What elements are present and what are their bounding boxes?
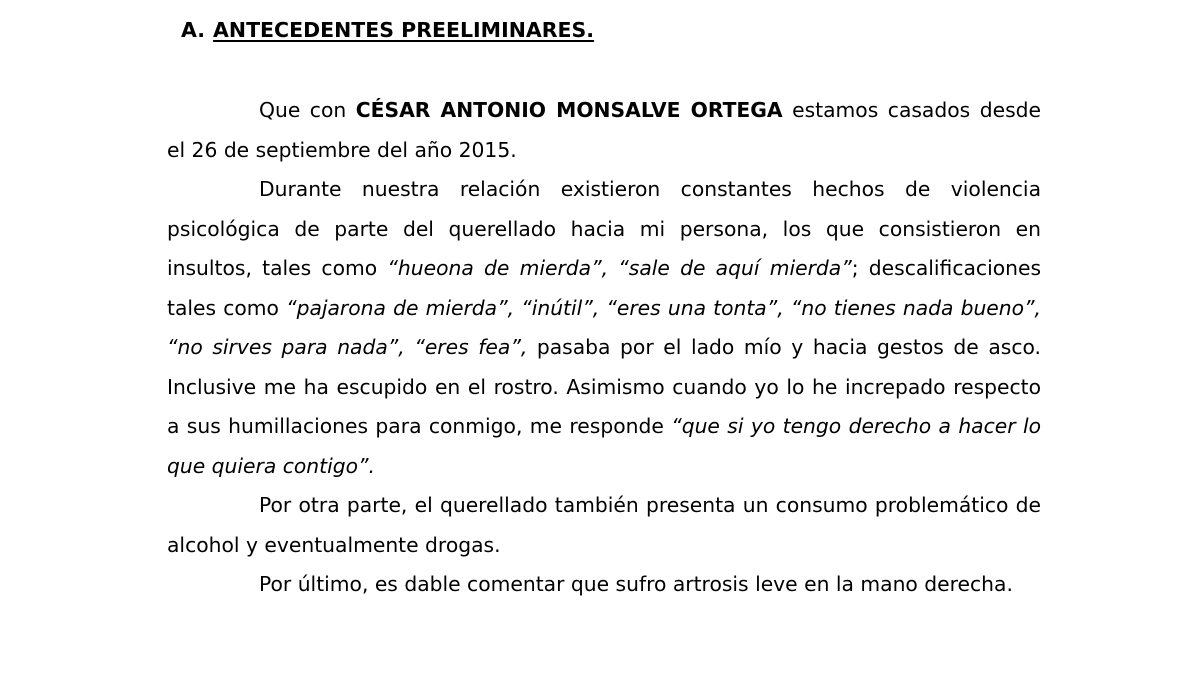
section-title: ANTECEDENTES PREELIMINARES. xyxy=(213,18,595,42)
paragraph-marriage xyxy=(167,91,1041,170)
paragraph-text: estamos casados desde el 26 de septiembre del año 2015. xyxy=(167,98,1041,162)
paragraph-text: ; descalificaciones tales como xyxy=(167,256,1042,320)
paragraph-text: Que con xyxy=(259,98,356,122)
paragraph-arthrosis: Por último, es dable comentar que sufro artrosis leve en la mano derecha. xyxy=(259,572,1013,596)
paragraph-text: Durante nuestra relación existieron constantes hechos de violencia psicológica de parte del querellado hacia mi persona, los que consistieron en insultos, tales como xyxy=(167,177,1041,280)
respondent-name: CÉSAR ANTONIO MONSALVE ORTEGA xyxy=(355,98,783,122)
section-letter: A. xyxy=(181,18,206,42)
quoted-insults: “hueona de mierda”, “sale de aquí mierda” xyxy=(387,256,852,280)
paragraph-violence xyxy=(167,170,1041,486)
quoted-disqualifications: “pajarona de mierda”, “inútil”, “eres una tonta”, “no tienes nada bueno”, “no sirves para nada”, “eres fea”, xyxy=(167,295,1041,359)
document-body xyxy=(167,91,1041,605)
paragraph-text: pasaba por el lado mío y hacia gestos de asco. Inclusive me ha escupido en el rostro. Asimismo cuando yo lo he increpado respecto a sus humillaciones para conmigo, me responde xyxy=(167,335,1041,438)
paragraph-consumption: Por otra parte, el querellado también presenta un consumo problemático de alcohol y eventualmente drogas. xyxy=(167,493,1041,557)
quoted-response: “que si yo tengo derecho a hacer lo que quiera contigo”. xyxy=(167,414,1041,478)
section-heading xyxy=(181,16,594,44)
